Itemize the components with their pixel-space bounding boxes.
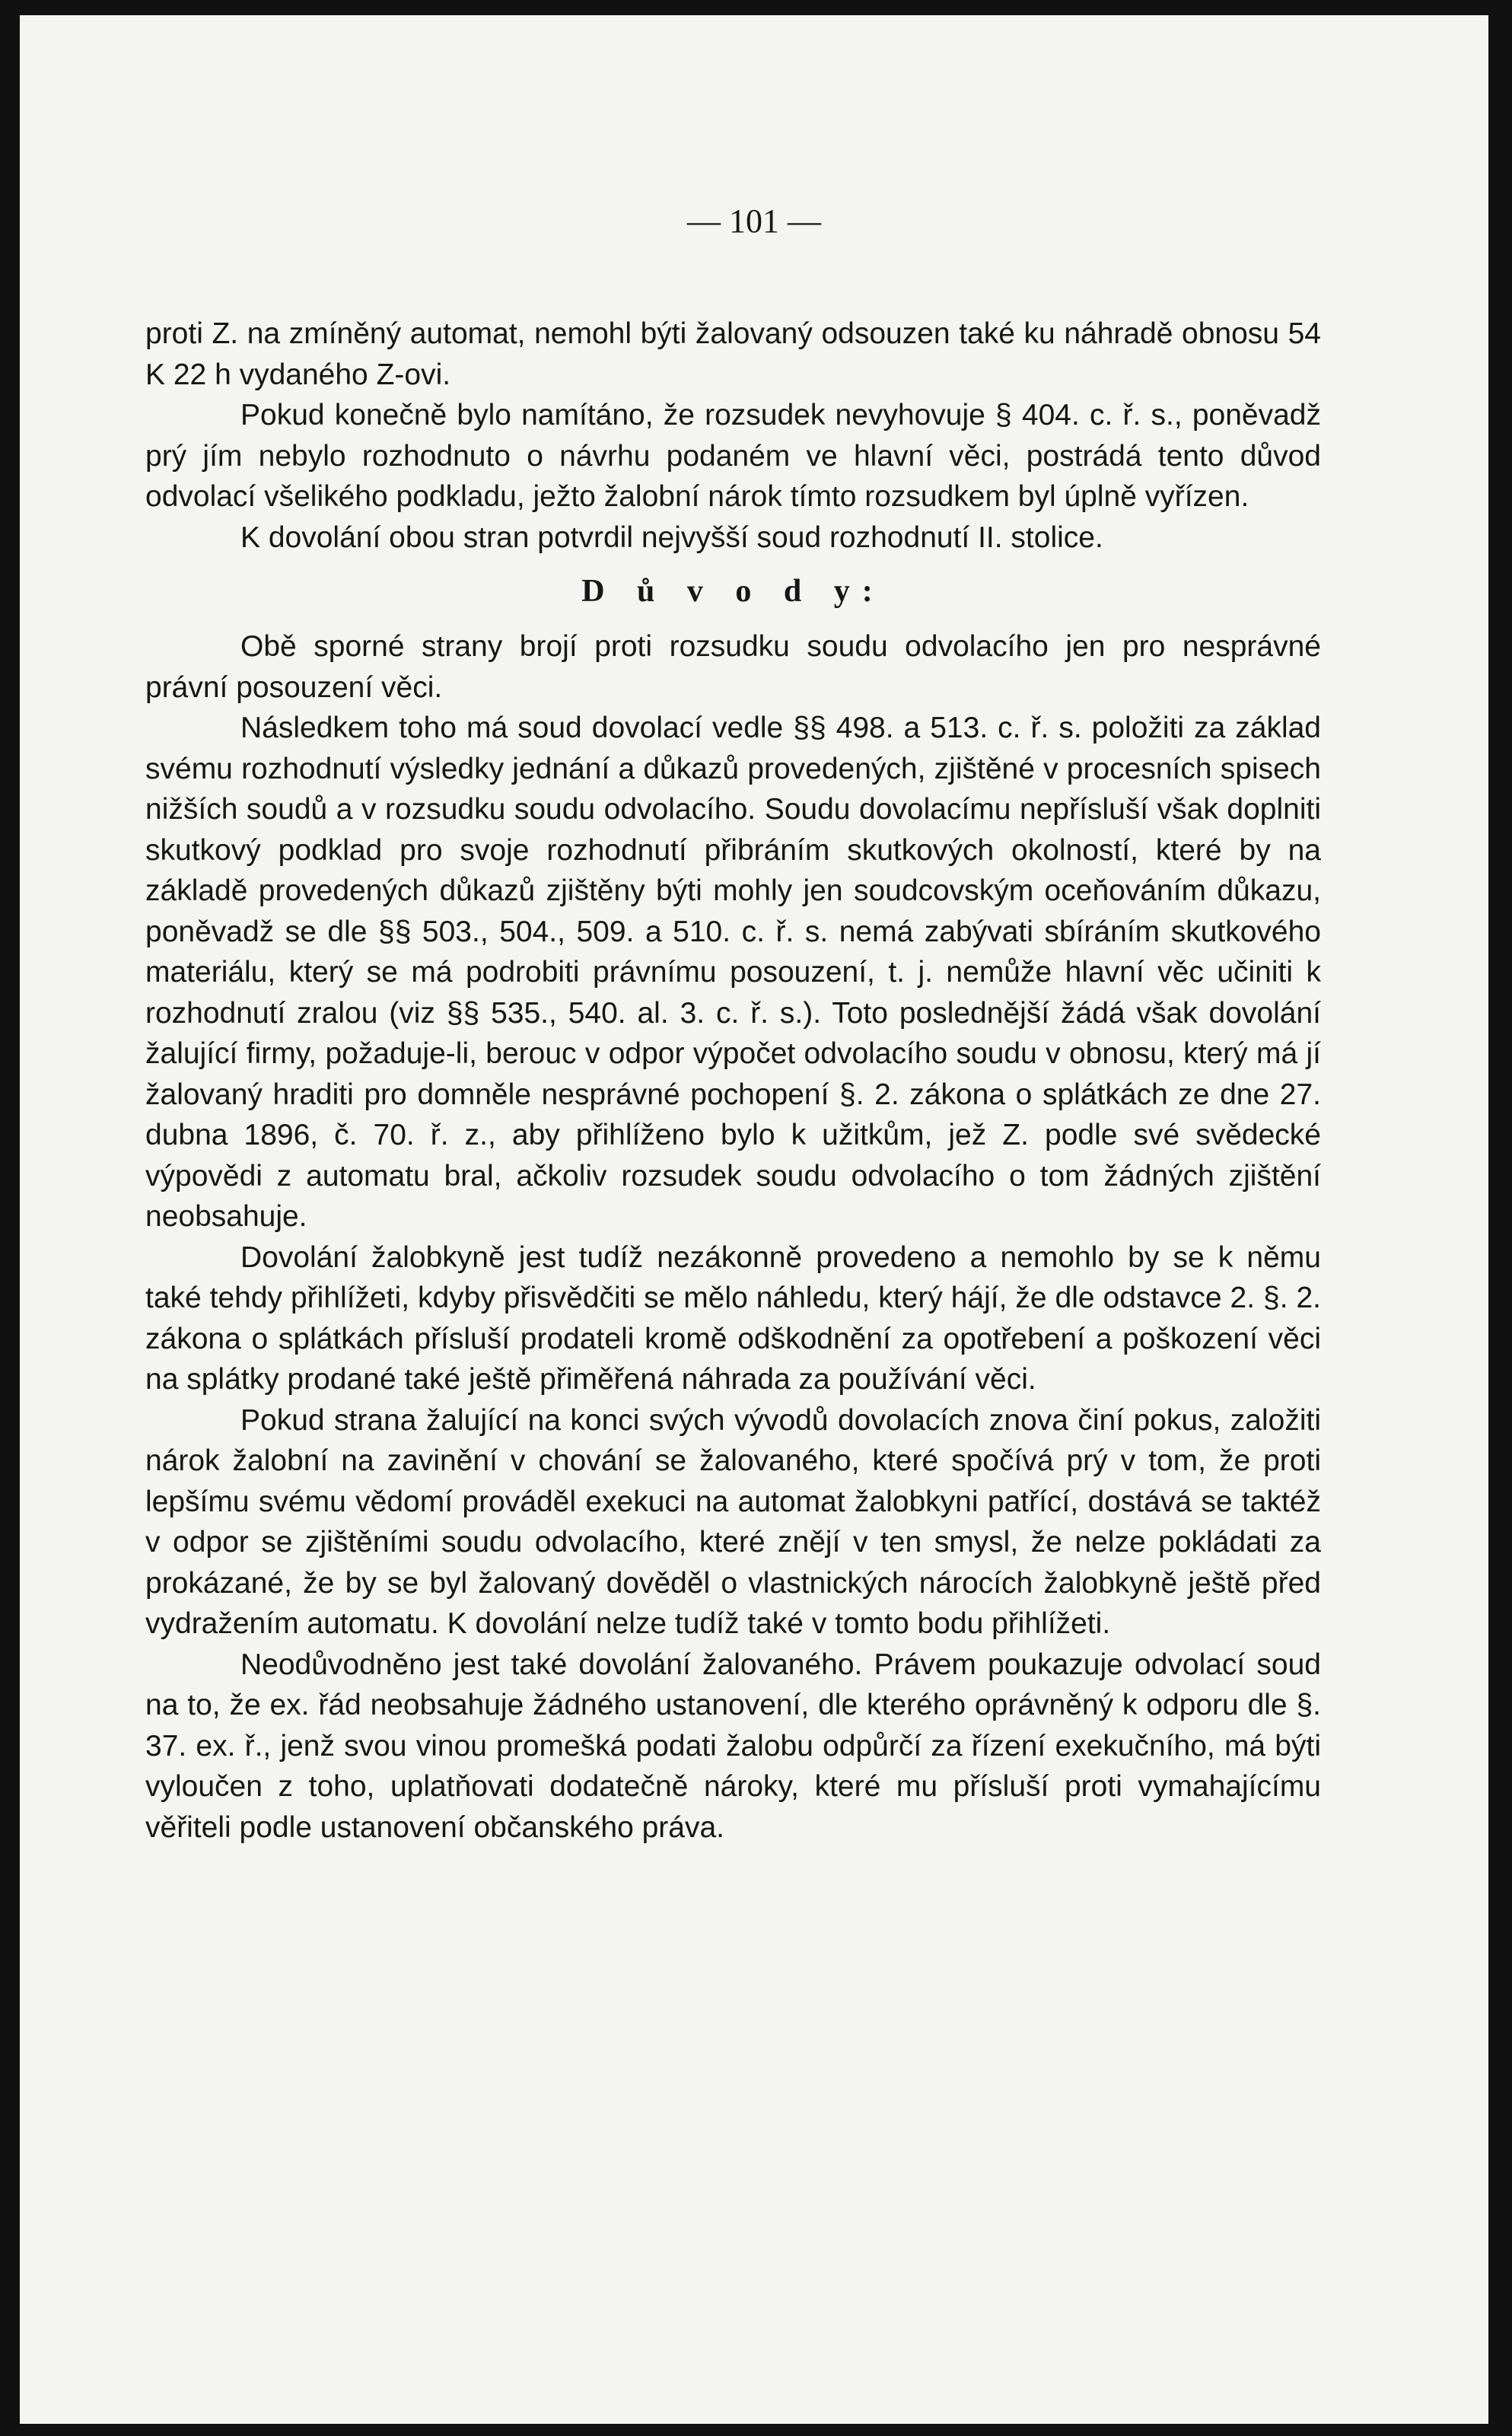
page-text (145, 314, 1321, 1848)
paragraph-7: Pokud strana žalující na konci svých vývodů dovolacích znova činí pokus, založiti nárok žalobní na zavinění v chování se žalovaného, které spočívá prý v tom, že proti lepšímu svému vědomí prováděl exekuci na automat žalobkyni patřící, dostává se taktéž v odpor se zjištěními soudu odvolacího, které znějí v ten smysl, že nelze pokládati za prokázané, že by se byl žalovaný dověděl o vlastnických nárocích žalobkyně ještě před vydražením automatu. K dovolání nelze tudíž také v tomto bodu přihlížeti. (145, 1403, 1321, 1640)
paragraph-4: Obě sporné strany brojí proti rozsudku soudu odvolacího jen pro nesprávné právní posouzení věci. (145, 630, 1321, 704)
paragraph-3: K dovolání obou stran potvrdil nejvyšší soud rozhodnutí II. stolice. (240, 521, 1103, 554)
paragraph-2: Pokud konečně bylo namítáno, že rozsudek nevyhovuje § 404. c. ř. s., poněvadž prý jím nebylo rozhodnuto o návrhu podaném ve hlavní věci, postrádá tento důvod odvolací všelikého podkladu, ježto žalobní nárok tímto rozsudkem byl úplně vyřízen. (145, 399, 1321, 513)
book-page (20, 15, 1488, 2424)
paragraph-1: proti Z. na zmíněný automat, nemohl býti žalovaný odsouzen také ku náhradě obnosu 54 K 22 h vydaného Z-ovi. (145, 317, 1321, 391)
paragraph-5: Následkem toho má soud dovolací vedle §§ 498. a 513. c. ř. s. položiti za základ svému rozhodnutí výsledky jednání a důkazů provedených, zjištěné v procesních spisech nižších soudů a v rozsudku soudu odvolacího. Soudu dovolacímu nepřísluší však doplniti skutkový podklad pro svoje rozhodnutí přibráním skutkových okolností, které by na základě provedených důkazů zjištěny býti mohly jen soudcovským oceňováním důkazu, poněvadž se dle §§ 503., 504., 509. a 510. c. ř. s. nemá zabývati sbíráním skutkového materiálu, který se má podrobiti právnímu posouzení, t. j. nemůže hlavní věc učiniti k rozhodnutí zralou (viz §§ 535., 540. al. 3. c. ř. s.). Toto poslednější žádá však dovolání žalující firmy, požaduje-li, berouc v odpor výpočet odvolacího soudu v obnosu, který má jí žalovaný hraditi pro domněle nesprávné pochopení §. 2. zákona o splátkách ze dne 27. dubna 1896, č. 70. ř. z., aby přihlíženo bylo k užitkům, jež Z. podle své svědecké výpovědi z automatu bral, ačkoliv rozsudek soudu odvolacího o tom žádných zjištění neobsahuje. (145, 712, 1321, 1233)
section-heading: D ů v o d y: (581, 574, 885, 609)
page-number: — 101 — (687, 202, 821, 240)
paragraph-6: Dovolání žalobkyně jest tudíž nezákonně provedeno a nemohlo by se k němu také tehdy přihlížeti, kdyby přisvědčiti se mělo náhledu, který hájí, že dle odstavce 2. §. 2. zákona o splátkách přísluší prodateli kromě odškodnění za opotřebení a poškození věci na splátky prodané také ještě přiměřená náhrada za používání věci. (145, 1240, 1321, 1396)
paragraph-8: Neodůvodněno jest také dovolání žalovaného. Právem poukazuje odvolací soud na to, že ex. řád neobsahuje žádného ustanovení, dle kterého oprávněný k odporu dle §. 37. ex. ř., jenž svou vinou promešká podati žalobu odpůrčí za řízení exekučního, má býti vyloučen z toho, uplatňovati dodatečně nároky, které mu přísluší proti vymahajícímu věřiteli podle ustanovení občanského práva. (145, 1648, 1321, 1844)
